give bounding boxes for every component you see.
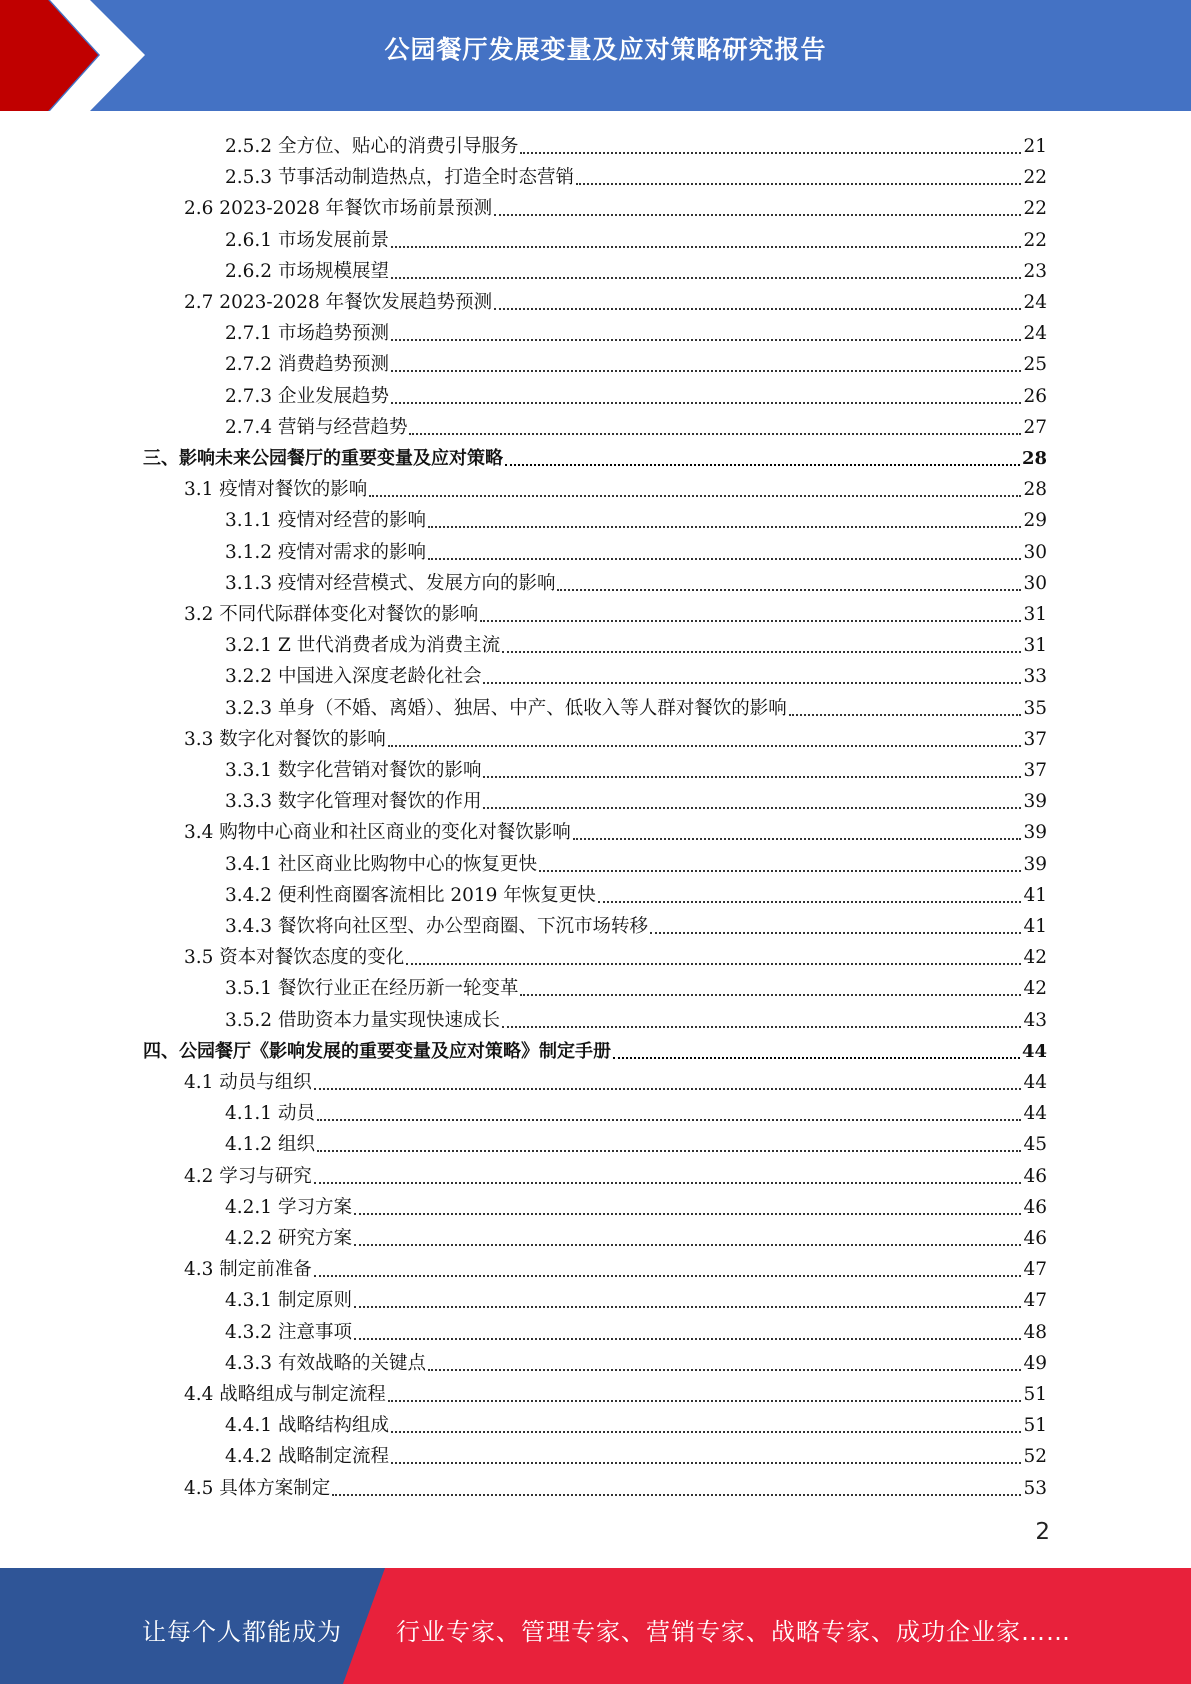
toc-entry-title: 4.1.1 动员 — [225, 1103, 315, 1125]
toc-entry-title: 2.6 2023-2028 年餐饮市场前景预测 — [184, 198, 493, 220]
toc-dot-leader — [520, 994, 1021, 996]
toc-entry-title: 4.3.1 制定原则 — [225, 1290, 352, 1312]
toc-dot-leader — [391, 370, 1021, 372]
toc-entry-page: 44 — [1023, 1103, 1047, 1125]
toc-entry[interactable] — [225, 969, 1047, 1000]
footer-band — [0, 1568, 1191, 1684]
toc-entry[interactable] — [225, 626, 1047, 657]
toc-entry-title: 4.5 具体方案制定 — [184, 1477, 331, 1499]
toc-entry-title: 4.4.1 战略结构组成 — [225, 1415, 389, 1437]
toc-entry-page: 29 — [1023, 510, 1047, 532]
toc-entry-page: 42 — [1023, 947, 1047, 969]
toc-entry-page: 30 — [1023, 541, 1047, 563]
toc-dot-leader — [354, 1338, 1022, 1340]
toc-entry-title: 3.3 数字化对餐饮的影响 — [184, 728, 386, 750]
toc-entry[interactable] — [225, 845, 1047, 876]
toc-entry-title: 3.2.3 单身（不婚、离婚）、独居、中产、低收入等人群对餐饮的影响 — [225, 697, 787, 719]
toc-entry-title: 2.7.4 营销与经营趋势 — [225, 416, 408, 438]
toc-entry-title: 3.3.1 数字化营销对餐饮的影响 — [225, 760, 482, 781]
toc-dot-leader — [391, 402, 1021, 404]
toc-dot-leader — [428, 1369, 1021, 1371]
toc-dot-leader — [409, 433, 1021, 435]
toc-entry-page: 47 — [1023, 1259, 1047, 1281]
toc-entry-title: 2.6.2 市场规模展望 — [225, 260, 389, 282]
toc-entry-title: 4.3.2 注意事项 — [225, 1321, 352, 1343]
toc-entry-title: 四、公园餐厅《影响发展的重要变量及应对策略》制定手册 — [143, 1040, 611, 1062]
toc-entry[interactable] — [184, 1375, 1047, 1406]
toc-dot-leader — [406, 963, 1021, 965]
toc-entry-page: 41 — [1023, 916, 1047, 937]
toc-dot-leader — [480, 620, 1021, 622]
toc-dot-leader — [483, 807, 1021, 809]
toc-entry-title: 4.4.2 战略制定流程 — [225, 1446, 389, 1468]
toc-entry-page: 39 — [1023, 822, 1047, 844]
toc-entry[interactable] — [225, 127, 1047, 158]
header-band — [0, 0, 1191, 111]
toc-entry-title: 三、影响未来公园餐厅的重要变量及应对策略 — [143, 448, 503, 469]
toc-entry-page: 22 — [1023, 198, 1047, 220]
toc-entry[interactable] — [225, 1406, 1047, 1437]
toc-entry-page: 46 — [1023, 1165, 1047, 1187]
toc-dot-leader — [428, 558, 1021, 560]
toc-entry[interactable] — [225, 907, 1047, 938]
toc-dot-leader — [520, 152, 1021, 154]
toc-entry-title: 3.5.2 借助资本力量实现快速成长 — [225, 1009, 500, 1031]
toc-entry-page: 45 — [1023, 1134, 1047, 1156]
toc-entry-title: 3.5.1 餐饮行业正在经历新一轮变革 — [225, 978, 519, 1000]
toc-entry-page: 37 — [1023, 728, 1047, 750]
toc-entry[interactable] — [225, 1281, 1047, 1312]
toc-dot-leader — [502, 1026, 1021, 1028]
toc-dot-leader — [314, 1275, 1022, 1277]
toc-entry[interactable] — [184, 720, 1047, 751]
toc-entry-title: 3.2.1 Z 世代消费者成为消费主流 — [225, 635, 501, 657]
toc-dot-leader — [598, 901, 1022, 903]
toc-entry[interactable] — [225, 221, 1047, 252]
toc-dot-leader — [317, 1150, 1022, 1152]
toc-entry-page: 39 — [1023, 791, 1047, 813]
toc-entry[interactable] — [225, 158, 1047, 189]
toc-entry[interactable] — [184, 1063, 1047, 1094]
toc-entry-title: 3.1 疫情对餐饮的影响 — [184, 479, 368, 501]
toc-dot-leader — [314, 1182, 1022, 1184]
toc-dot-leader — [502, 651, 1021, 653]
toc-entry-page: 47 — [1023, 1290, 1047, 1312]
toc-entry-title: 4.1.2 组织 — [225, 1134, 315, 1156]
toc-entry[interactable] — [225, 377, 1047, 408]
toc-entry[interactable] — [184, 595, 1047, 626]
toc-entry-page: 41 — [1023, 884, 1047, 906]
toc-entry[interactable] — [225, 408, 1047, 439]
toc-entry-page: 39 — [1023, 853, 1047, 875]
toc-entry[interactable] — [225, 564, 1047, 595]
page-number: 2 — [1035, 1519, 1050, 1545]
toc-entry[interactable] — [184, 1469, 1047, 1500]
toc-entry[interactable] — [225, 1125, 1047, 1156]
toc-dot-leader — [332, 1494, 1021, 1496]
toc-entry-title: 4.1 动员与组织 — [184, 1072, 312, 1093]
toc-entry-title: 4.3.3 有效战略的关键点 — [225, 1352, 426, 1374]
toc-entry-page: 51 — [1023, 1415, 1047, 1437]
toc-entry-title: 3.5 资本对餐饮态度的变化 — [184, 947, 405, 969]
toc-entry-page: 24 — [1023, 323, 1047, 345]
toc-entry-title: 2.7.2 消费趋势预测 — [225, 354, 389, 376]
toc-entry-title: 2.7.3 企业发展趋势 — [225, 385, 389, 407]
toc-entry-page: 28 — [1023, 479, 1047, 501]
toc-dot-leader — [494, 308, 1021, 310]
toc-entry-page: 26 — [1023, 385, 1047, 407]
toc-dot-leader — [391, 339, 1021, 341]
toc-dot-leader — [573, 838, 1022, 840]
toc-entry-title: 3.1.2 疫情对需求的影响 — [225, 541, 426, 563]
toc-dot-leader — [557, 589, 1021, 591]
toc-entry[interactable] — [225, 1313, 1047, 1344]
toc-entry-title: 2.5.2 全方位、贴心的消费引导服务 — [225, 136, 519, 157]
toc-entry-title: 4.2.2 研究方案 — [225, 1228, 352, 1249]
toc-entry[interactable] — [225, 1094, 1047, 1125]
toc-dot-leader — [505, 464, 1020, 466]
toc-dot-leader — [483, 682, 1021, 684]
footer-slogan-left: 让每个人都能成为 — [142, 1618, 342, 1646]
toc-entry[interactable] — [184, 283, 1047, 314]
toc-entry[interactable] — [225, 1219, 1047, 1250]
toc-dot-leader — [391, 1431, 1021, 1433]
toc-entry-page: 44 — [1021, 1040, 1047, 1062]
toc-entry[interactable] — [225, 501, 1047, 532]
toc-entry[interactable] — [225, 1344, 1047, 1375]
toc-entry[interactable] — [225, 252, 1047, 283]
toc-dot-leader — [576, 183, 1021, 185]
toc-entry-page: 23 — [1023, 260, 1047, 282]
toc-entry-title: 3.3.3 数字化管理对餐饮的作用 — [225, 791, 482, 813]
toc-entry-page: 30 — [1023, 572, 1047, 594]
toc-dot-leader — [391, 277, 1021, 279]
toc-dot-leader — [391, 246, 1021, 248]
toc-entry[interactable] — [225, 1188, 1047, 1219]
toc-dot-leader — [354, 1244, 1022, 1246]
toc-dot-leader — [317, 1119, 1022, 1121]
toc-entry-page: 51 — [1023, 1384, 1047, 1405]
toc-dot-leader — [369, 495, 1021, 497]
toc-dot-leader — [428, 526, 1021, 528]
toc-entry[interactable] — [225, 876, 1047, 907]
toc-entry[interactable] — [225, 533, 1047, 564]
toc-entry-page: 31 — [1023, 635, 1047, 657]
toc-dot-leader — [354, 1306, 1022, 1308]
toc-dot-leader — [789, 714, 1022, 716]
toc-entry-page: 35 — [1023, 697, 1047, 719]
toc-entry-page: 43 — [1023, 1009, 1047, 1031]
toc-entry[interactable] — [225, 657, 1047, 688]
toc-entry[interactable] — [184, 938, 1047, 969]
toc-entry[interactable] — [225, 314, 1047, 345]
toc-entry-title: 2.5.3 节事活动制造热点，打造全时态营销 — [225, 167, 574, 189]
toc-entry-title: 3.1.3 疫情对经营模式、发展方向的影响 — [225, 572, 556, 594]
toc-entry-page: 49 — [1023, 1352, 1047, 1374]
toc-entry[interactable] — [184, 470, 1047, 501]
toc-entry-title: 2.7.1 市场趋势预测 — [225, 323, 389, 345]
toc-entry-page: 27 — [1023, 416, 1047, 438]
toc-entry-page: 28 — [1021, 448, 1047, 469]
toc-entry[interactable] — [143, 1032, 1047, 1063]
toc-entry[interactable] — [225, 751, 1047, 782]
toc-entry[interactable] — [225, 782, 1047, 813]
toc-dot-leader — [391, 1462, 1021, 1464]
toc-entry-title: 3.2.2 中国进入深度老龄化社会 — [225, 666, 482, 688]
toc-dot-leader — [483, 776, 1021, 778]
toc-entry-page: 53 — [1023, 1477, 1047, 1499]
toc-entry-page: 48 — [1023, 1321, 1047, 1343]
toc-entry-title: 2.6.1 市场发展前景 — [225, 229, 389, 251]
toc-entry[interactable] — [184, 1157, 1047, 1188]
toc-entry-title: 3.4 购物中心商业和社区商业的变化对餐饮影响 — [184, 822, 571, 844]
toc-entry[interactable] — [225, 345, 1047, 376]
toc-entry-title: 4.2 学习与研究 — [184, 1165, 312, 1187]
toc-dot-leader — [494, 214, 1021, 216]
toc-dot-leader — [613, 1057, 1020, 1059]
toc-dot-leader — [388, 745, 1022, 747]
toc-entry-title: 3.4.1 社区商业比购物中心的恢复更快 — [225, 853, 537, 875]
toc-dot-leader — [650, 932, 1021, 934]
toc-entry[interactable] — [184, 189, 1047, 220]
toc-entry[interactable] — [184, 1250, 1047, 1281]
toc-entry-title: 3.1.1 疫情对经营的影响 — [225, 510, 426, 532]
toc-entry-page: 33 — [1023, 666, 1047, 688]
footer-slogan-right: 行业专家、管理专家、营销专家、战略专家、成功企业家…… — [396, 1618, 1071, 1646]
toc-dot-leader — [314, 1088, 1022, 1090]
toc-dot-leader — [539, 870, 1021, 872]
toc-dot-leader — [354, 1213, 1022, 1215]
toc-entry-page: 44 — [1023, 1072, 1047, 1093]
toc-entry-page: 25 — [1023, 354, 1047, 376]
toc-entry-page: 24 — [1023, 292, 1047, 313]
toc-entry-title: 3.2 不同代际群体变化对餐饮的影响 — [184, 604, 479, 625]
toc-entry-page: 31 — [1023, 604, 1047, 625]
toc-entry-page: 22 — [1023, 229, 1047, 251]
toc-entry-title: 3.4.3 餐饮将向社区型、办公型商圈、下沉市场转移 — [225, 916, 648, 937]
toc-dot-leader — [388, 1400, 1022, 1402]
toc-entry[interactable] — [184, 813, 1047, 844]
toc-entry-page: 42 — [1023, 978, 1047, 1000]
toc-entry[interactable] — [225, 1437, 1047, 1468]
toc-entry-page: 46 — [1023, 1228, 1047, 1249]
toc-entry-page: 37 — [1023, 760, 1047, 781]
toc-entry-title: 4.3 制定前准备 — [184, 1259, 312, 1281]
toc-entry-page: 22 — [1023, 167, 1047, 189]
toc-entry-page: 21 — [1023, 136, 1047, 157]
toc-entry[interactable] — [225, 1001, 1047, 1032]
document-title: 公园餐厅发展变量及应对策略研究报告 — [384, 35, 827, 64]
toc-entry[interactable] — [225, 689, 1047, 720]
toc-entry-page: 52 — [1023, 1446, 1047, 1468]
toc-entry-page: 46 — [1023, 1196, 1047, 1218]
toc-entry[interactable] — [143, 439, 1047, 470]
toc-entry-title: 2.7 2023-2028 年餐饮发展趋势预测 — [184, 292, 493, 313]
toc-entry-title: 3.4.2 便利性商圈客流相比 2019 年恢复更快 — [225, 884, 596, 906]
toc-entry-title: 4.4 战略组成与制定流程 — [184, 1384, 386, 1405]
toc-entry-title: 4.2.1 学习方案 — [225, 1196, 352, 1218]
